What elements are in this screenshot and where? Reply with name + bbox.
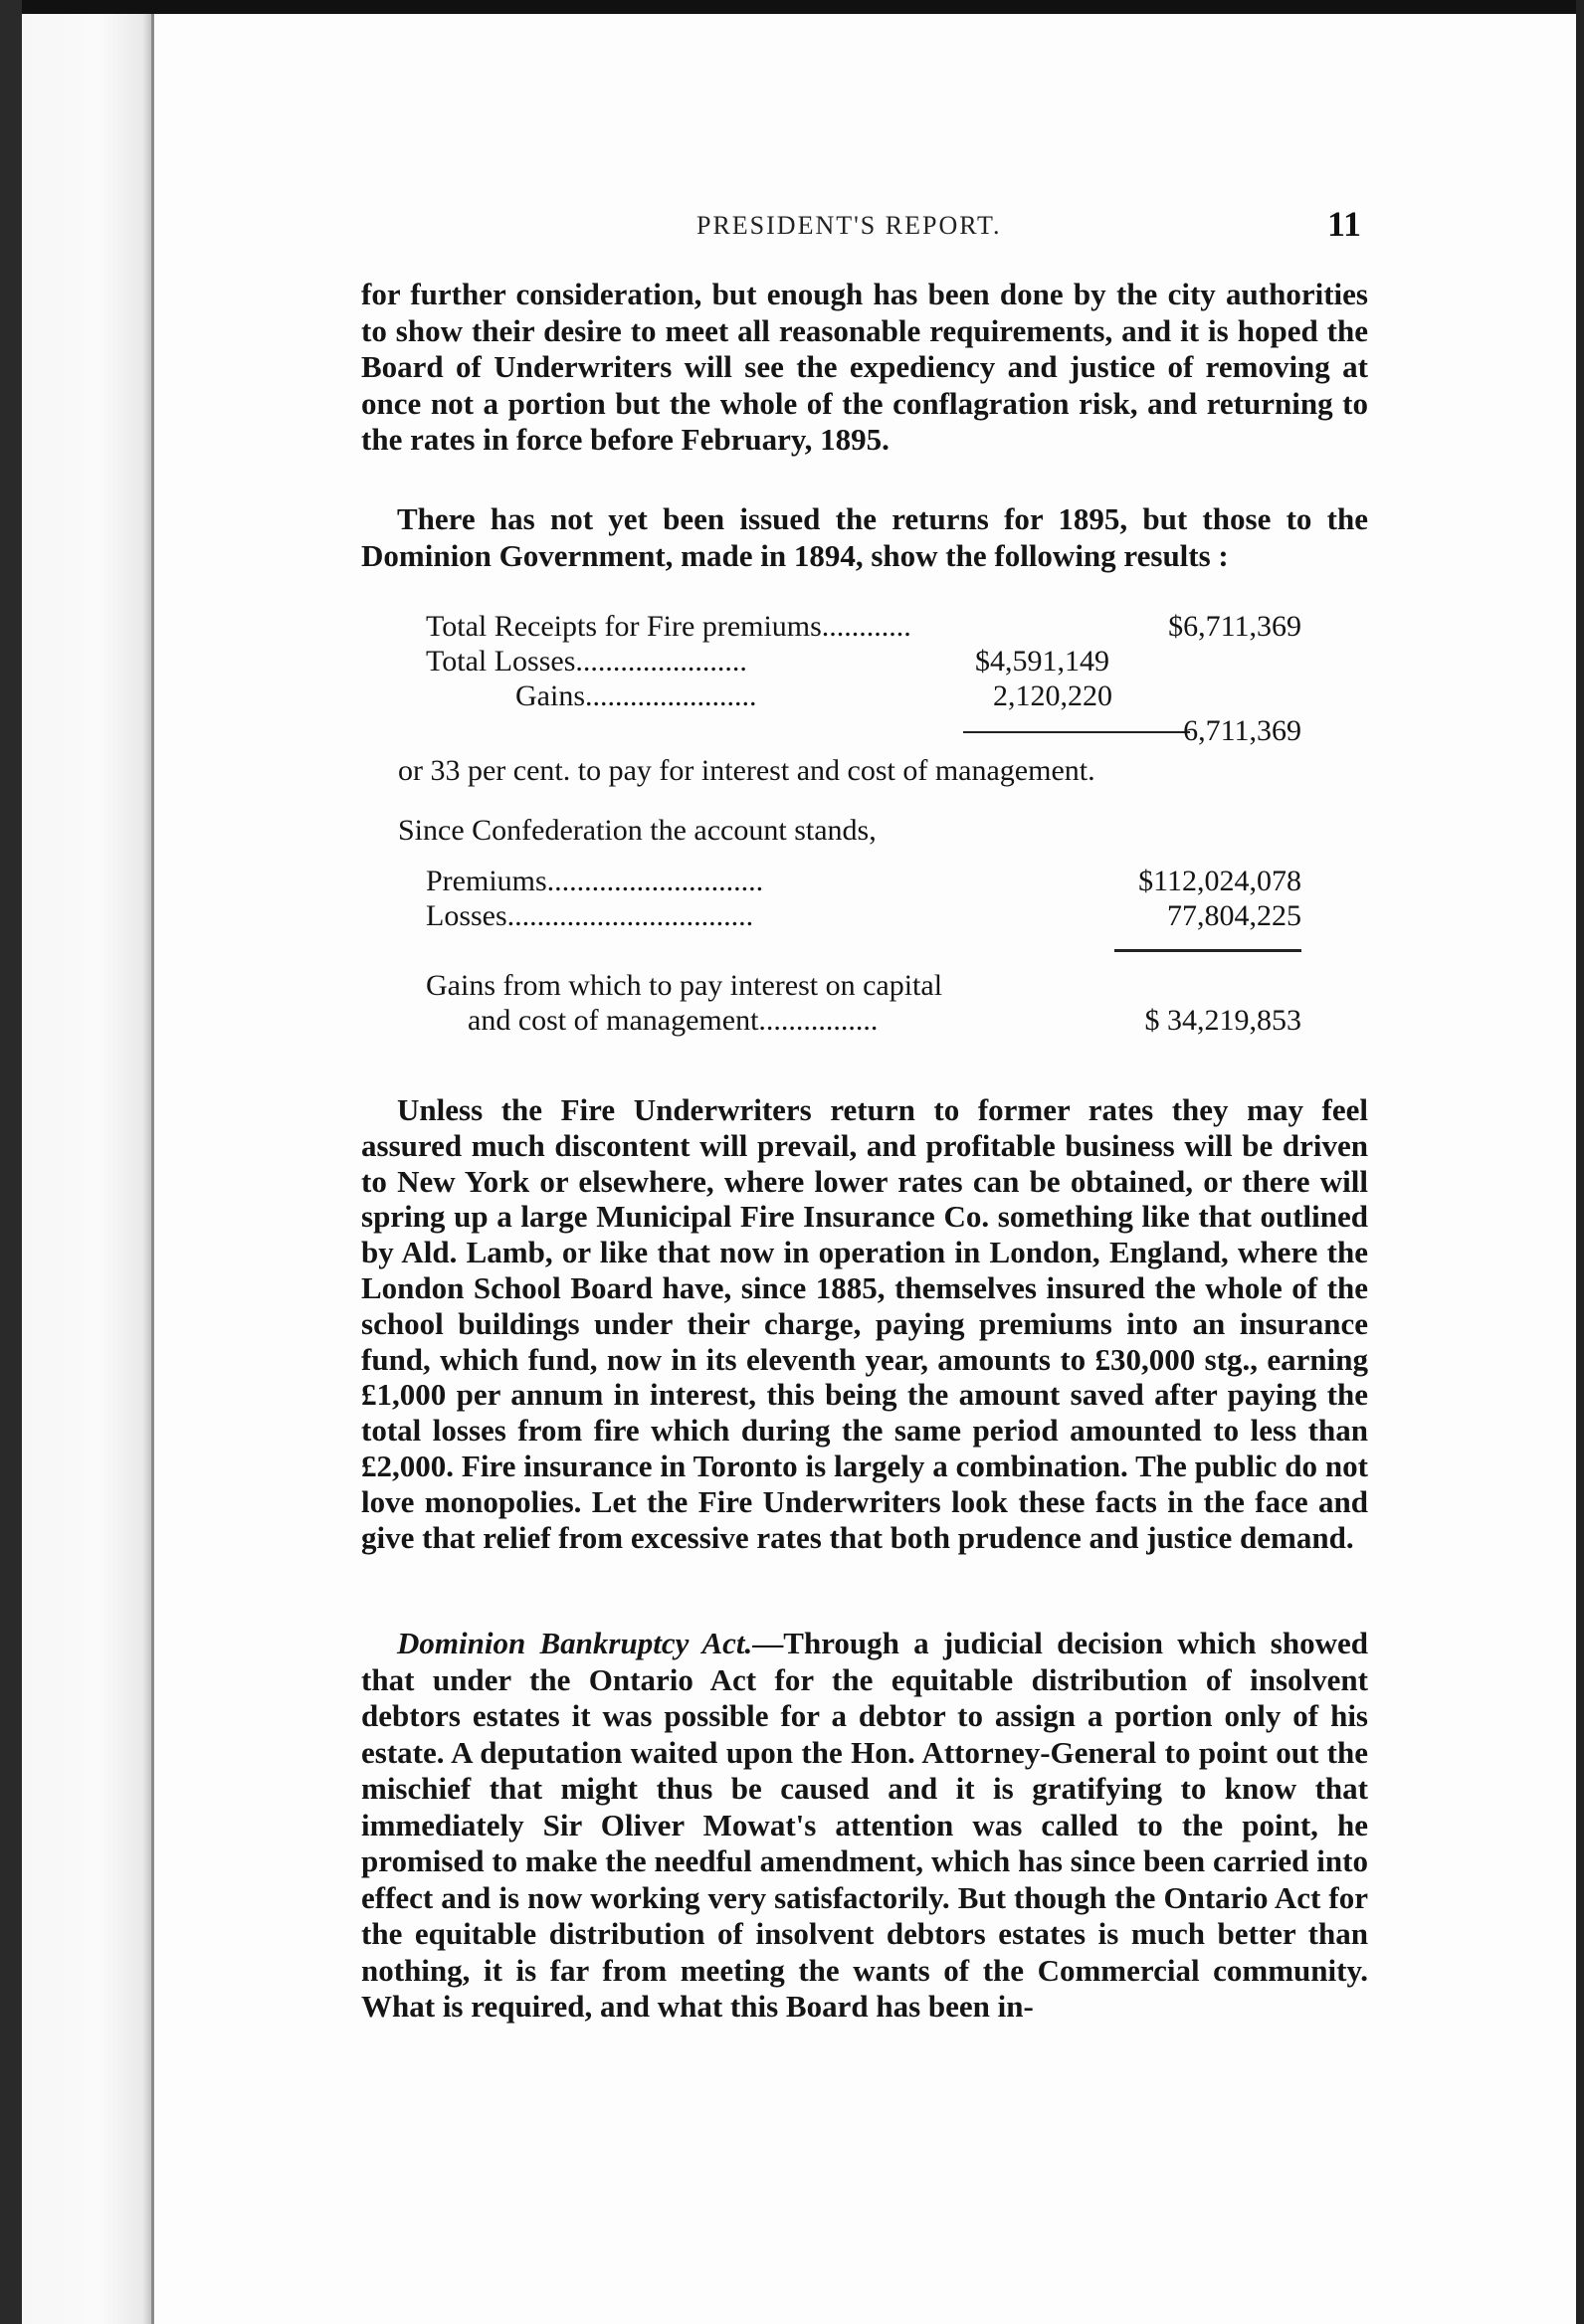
paragraph-continued <box>361 277 1368 459</box>
ledger-row-receipts <box>426 609 1301 644</box>
paragraph-4-text <box>361 1626 1368 2026</box>
conf-gains-value: $ 34,219,853 <box>1144 1004 1301 1037</box>
losses-value: $4,591,149 <box>975 645 1109 678</box>
paragraph-bankruptcy <box>361 1626 1368 2026</box>
receipts-value: $6,711,369 <box>1168 610 1301 643</box>
scan-right-border <box>1576 0 1584 2324</box>
scan-top-border <box>0 0 1584 14</box>
premiums-label: Premiums............................. <box>426 865 764 897</box>
paragraph-returns <box>361 501 1368 574</box>
ledger-row-gains <box>426 678 1301 713</box>
conf-gains-label-1: Gains from which to pay interest on capital <box>426 969 943 1002</box>
premiums-value: $112,024,078 <box>1138 865 1301 897</box>
ledger-row-gains-2 <box>426 1003 1301 1038</box>
facing-page-edge <box>22 14 153 2324</box>
receipts-label: Total Receipts for Fire premiums............ <box>426 610 911 643</box>
ledger-row-rule <box>426 933 1301 968</box>
ledger-row-conf-losses <box>426 898 1301 933</box>
section-lead-title: Dominion Bankruptcy Act. <box>397 1626 753 1660</box>
conf-losses-value: 77,804,225 <box>1167 899 1301 932</box>
running-head-title: PRESIDENT'S REPORT. <box>696 211 1002 240</box>
ledger-1894 <box>426 609 1301 748</box>
ledger-row-gains-1 <box>426 968 1301 1003</box>
paragraph-4-body: —Through a judicial decision which showed that under the Ontario Act for the equitable distribution of insolvent debtors estates it was possible for a debtor to assign a portion only of his estate. A deputation waited upon the Hon. Attorney-General to point out the mischief that might thus be caused and it is gratifying to know that immediately Sir Oliver Mowat's attention was called to the point, he promised to make the needful amendment, which has since been carried into effect and is now working very satisfactorily. But though the Ontario Act for the equitable distribution of insolvent debtors estates is much better than nothing, it is far from meeting the wants of the Commercial community. What is required, and what this Board has been in- <box>361 1626 1368 2024</box>
sum-rule <box>963 731 1190 733</box>
conf-losses-label: Losses................................. <box>426 899 754 932</box>
gains-value: 2,120,220 <box>993 679 1112 712</box>
ledger-row-losses <box>426 644 1301 678</box>
ledger-row-premiums <box>426 864 1301 898</box>
scan-left-border <box>0 0 22 2324</box>
paragraph-2-text: There has not yet been issued the returns for 1895, but those to the Dominion Government, made in 1894, show the following results : <box>361 501 1368 573</box>
ledger-confederation <box>426 864 1301 1038</box>
paragraph-3-text: Unless the Fire Underwriters return to former rates they may feel assured much discontent will prevail, and profitable business will be driven to New York or elsewhere, where lower rates can be obtained, or there will spring up a large Municipal Fire Insurance Co. something like that outlined by Ald. Lamb, or like that now in operation in London, England, where the London School Board have, since 1885, themselves insured the whole of the school buildings under their charge, paying premiums into an insurance fund, which fund, now in its eleventh year, amounts to £30,000 stg., earning £1,000 per annum in interest, this being the amount saved after paying the total losses from fire which during the same period amounted to less than £2,000. Fire insurance in Toronto is largely a combination. The public do not love monopolies. Let the Fire Underwriters look these facts in the face and give that relief from excessive rates that both prudence and justice demand. <box>361 1092 1368 1555</box>
total-value: 6,711,369 <box>1183 714 1301 747</box>
page-number: 11 <box>1327 204 1362 244</box>
conf-gains-label-2: and cost of management................ <box>468 1004 879 1037</box>
losses-label: Total Losses....................... <box>426 645 747 678</box>
paragraph-underwriters <box>361 1092 1368 1555</box>
conf-sum-rule <box>1114 949 1301 952</box>
gains-label: Gains....................... <box>515 679 757 712</box>
paragraph-1-text: for further consideration, but enough has been done by the city authorities to show their desire to meet all reasonable requirements, and it is hoped the Board of Underwriters will see the expediency and justice of removing at once not a portion but the whole of the conflagration risk, and returning to the rates in force before February, 1895. <box>361 277 1368 457</box>
ledger-row-total <box>426 713 1301 748</box>
since-confederation-line: Since Confederation the account stands, <box>398 814 877 847</box>
note-percent: or 33 per cent. to pay for interest and cost of management. <box>398 754 1095 787</box>
